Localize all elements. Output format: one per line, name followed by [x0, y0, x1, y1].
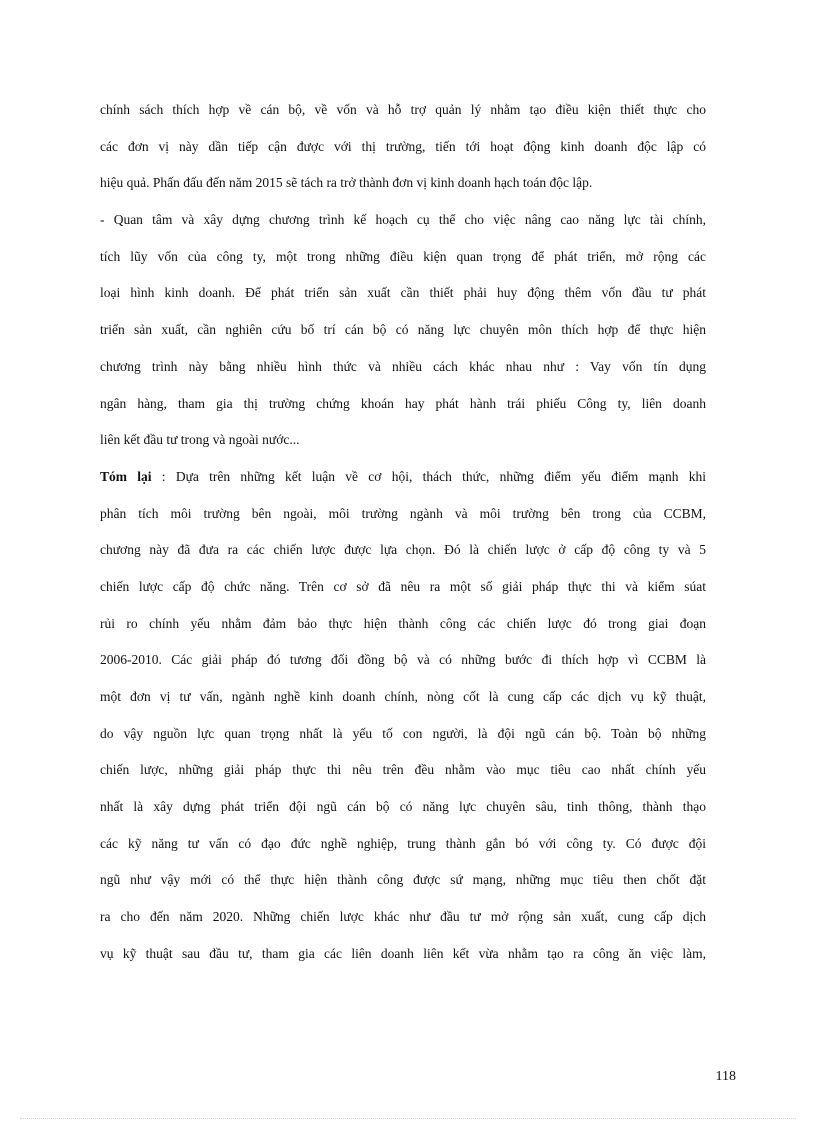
summary-first-line-rest: : Dựa trên những kết luận về cơ hội, thách thức, những điểm yếu điểm mạnh khi [151, 468, 706, 484]
text-line: tích lũy vốn của công ty, một trong những điều kiện quan trọng để phát triển, mở rộng các [100, 248, 706, 264]
text-line: liên kết đầu tư trong và ngoài nước... [100, 432, 300, 448]
text-line: một đơn vị tư vấn, ngành nghề kinh doanh chính, nòng cốt là cung cấp các dịch vụ kỹ thuật, [100, 689, 706, 704]
body-text [100, 92, 706, 973]
text-line: 2006-2010. Các giải pháp đó tương đối đồng bộ và có những bước đi thích hợp vì CCBM là [100, 652, 706, 668]
text-line: chương này đã đưa ra các chiến lược được lựa chọn. Đó là chiến lược ở cấp độ công ty và 5 [100, 542, 706, 558]
page-number: 118 [715, 1069, 736, 1084]
text-line: các đơn vị này dần tiếp cận được với thị trường, tiến tới hoạt động kinh doanh độc lập có [100, 138, 706, 154]
text-line: chương trình này bằng nhiều hình thức và nhiều cách khác nhau như : Vay vốn tín dụng [100, 358, 706, 374]
text-line: nhất là xây dựng phát triển đội ngũ cán bộ có năng lực chuyên sâu, tinh thông, thành thạo [100, 799, 706, 815]
text-line: loại hình kinh doanh. Để phát triển sản xuất cần thiết phải huy động thêm vốn đầu tư phát [100, 285, 706, 301]
text-line: các kỹ năng tư vấn có đạo đức nghề nghiệp, trung thành gắn bó với công ty. Có được đội [100, 835, 706, 851]
text-line: chiến lược, những giải pháp thực thi nêu trên đều nhằm vào mục tiêu cao nhất chính yếu [100, 762, 706, 778]
text-line: chiến lược cấp độ chức năng. Trên cơ sở đã nêu ra một số giải pháp thực thi và kiểm súat [100, 578, 706, 594]
summary-first-line [100, 459, 706, 496]
text-line: triển sản xuất, cần nghiên cứu bố trí cán bộ có năng lực chuyên môn thích hợp để thực hiện [100, 322, 706, 338]
text-line: vụ kỹ thuật sau đầu tư, tham gia các liên doanh liên kết vừa nhằm tạo ra công ăn việc làm, [100, 945, 706, 961]
text-line: hiệu quả. Phấn đấu đến năm 2015 sẽ tách ra trở thành đơn vị kinh doanh hạch toán độc lập. [100, 175, 593, 191]
text-line: ngũ như vậy mới có thể thực hiện thành công được sứ mạng, những mục tiêu then chốt đặt [100, 872, 706, 888]
text-line: rủi ro chính yếu nhằm đảm bảo thực hiện thành công các chiến lược đó trong giai đoạn [100, 615, 706, 631]
text-line: ra cho đến năm 2020. Những chiến lược khác như đầu tư mở rộng sản xuất, cung cấp dịch [100, 909, 706, 925]
page-bottom-divider [20, 1118, 796, 1119]
text-line: ngân hàng, tham gia thị trường chứng khoán hay phát hành trái phiếu Công ty, liên doanh [100, 395, 706, 411]
summary-lead: Tóm lại [100, 468, 152, 484]
text-line: do vậy nguồn lực quan trọng nhất là yếu tố con người, là đội ngũ cán bộ. Toàn bộ những [100, 725, 706, 741]
text-line: phân tích môi trường bên ngoài, môi trường ngành và môi trường bên trong của CCBM, [100, 505, 706, 521]
text-line: - Quan tâm và xây dựng chương trình kế hoạch cụ thể cho việc nâng cao năng lực tài chính, [100, 212, 706, 228]
text-line: chính sách thích hợp về cán bộ, về vốn và hỗ trợ quản lý nhằm tạo điều kiện thiết thực cho [100, 102, 706, 117]
